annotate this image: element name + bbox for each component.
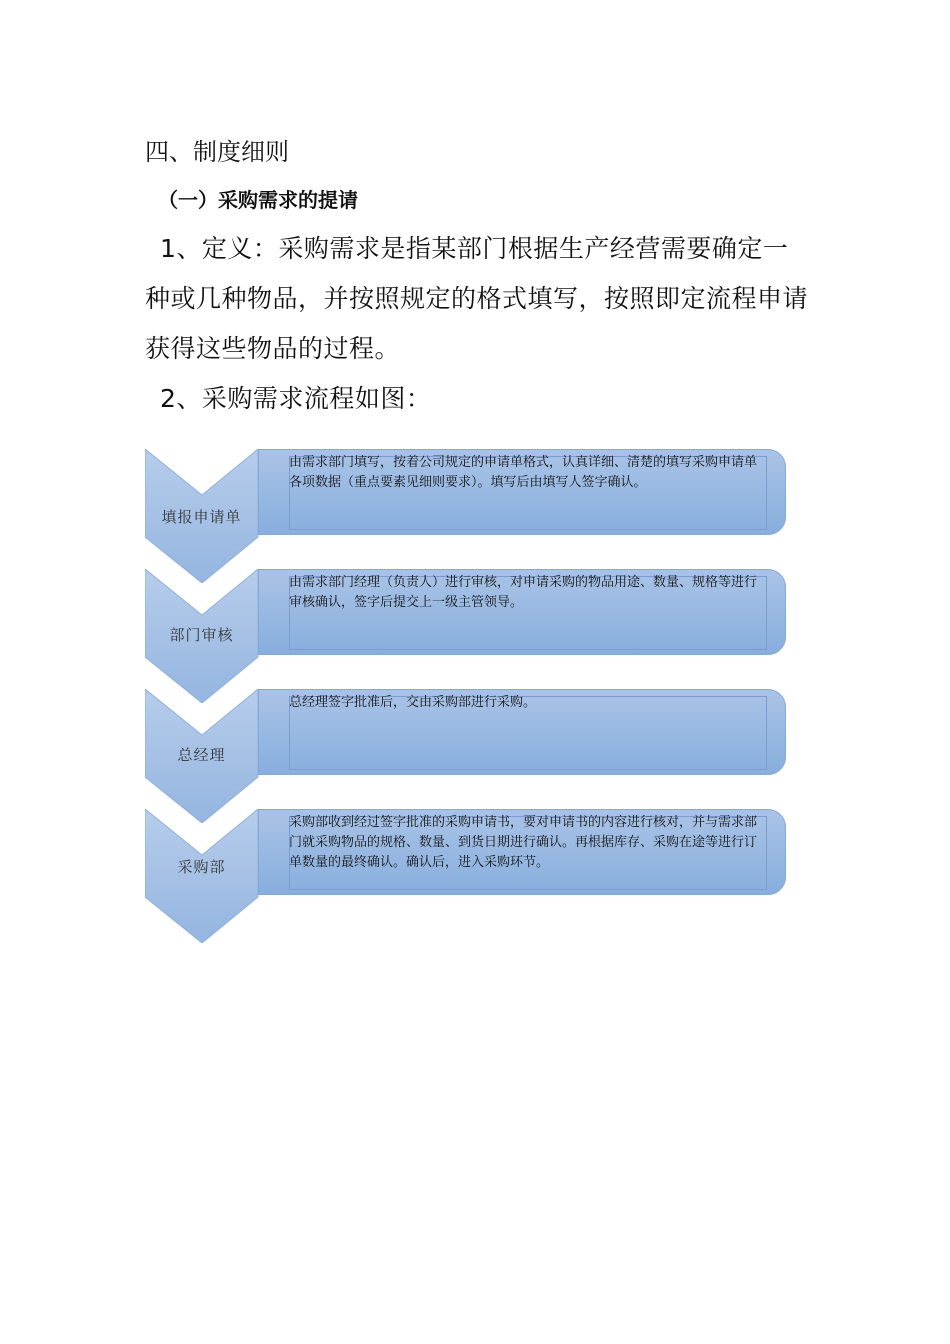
step-2-box xyxy=(258,569,786,655)
section-subheading: （一）采购需求的提请 xyxy=(158,188,358,212)
step-4-text: 采购部收到经过签字批准的采购申请书，要对申请书的内容进行核对，并与需求部门就采购物品的规格、数量、到货日期进行确认。再根据库存、采购在途等进行订单数量的最终确认。确认后，进入采购环节。 xyxy=(289,815,758,870)
step-4-label: 采购部 xyxy=(177,857,226,876)
step-2-label: 部门审核 xyxy=(169,625,234,644)
step-1-box xyxy=(258,449,786,535)
step-3-text: 总经理签字批准后，交由采购部进行采购。 xyxy=(289,695,537,710)
step-3-label: 总经理 xyxy=(177,745,226,764)
step-1-label: 填报申请单 xyxy=(161,507,242,526)
step-4-box xyxy=(258,809,786,895)
step-2-text: 由需求部门经理（负责人）进行审核，对申请采购的物品用途、数量、规格等进行审核确认，签字后提交上一级主管领导。 xyxy=(289,575,758,610)
definition-paragraph: 1、定义：采购需求是指某部门根据生产经营需要确定一种或几种物品，并按照规定的格式填写，按照即定流程申请获得这些物品的过程。 xyxy=(145,234,809,363)
flow-intro-paragraph: 2、采购需求流程如图： xyxy=(160,384,432,413)
section-heading: 四、制度细则 xyxy=(145,138,289,166)
step-1-text: 由需求部门填写，按着公司规定的申请单格式，认真详细、清楚的填写采购申请单各项数据（重点要素见细则要求）。填写后由填写人签字确认。 xyxy=(289,455,758,490)
step-3-box xyxy=(258,689,786,775)
